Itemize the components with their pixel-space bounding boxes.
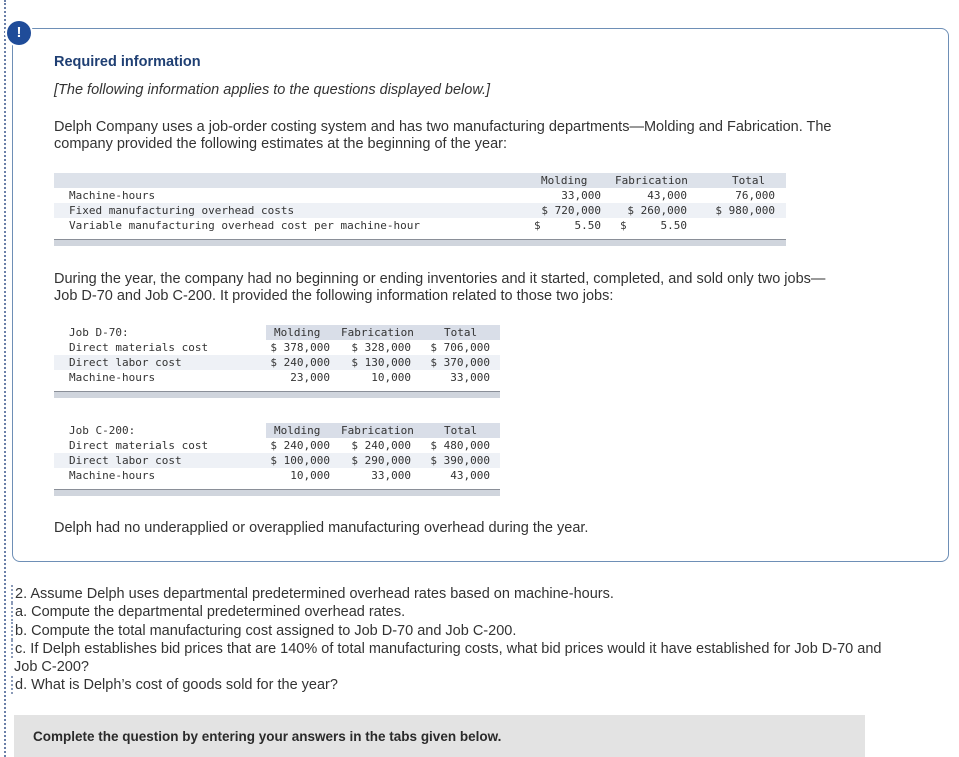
cell-fabrication: 33,000 [371, 469, 411, 482]
cell-molding: 5.50 [574, 219, 601, 232]
row-label: Direct materials cost [69, 341, 209, 354]
row-label: Direct labor cost [69, 356, 182, 369]
intro-line-2: company provided the following estimates at the beginning of the year: [54, 136, 507, 152]
cell-total: $ 480,000 [430, 439, 490, 452]
cell-molding: $ 378,000 [270, 341, 330, 354]
cell-molding: 10,000 [290, 469, 330, 482]
cell-fabrication: 10,000 [371, 371, 411, 384]
job-d70-bottom-bar [54, 391, 500, 398]
cell-molding-symbol: $ [534, 219, 541, 232]
question-b: b. Compute the total manufacturing cost assigned to Job D-70 and Job C-200. [11, 622, 516, 640]
cell-fabrication: $ 130,000 [351, 356, 411, 369]
header-fabrication: Fabrication [341, 424, 414, 437]
cell-fabrication: 5.50 [660, 219, 687, 232]
question-2: 2. Assume Delph uses departmental predetermined overhead rates based on machine-hours. [11, 585, 614, 603]
header-molding: Molding [274, 326, 321, 339]
estimates-header-row [54, 173, 786, 188]
job-c200-table [54, 423, 500, 498]
row-label: Machine-hours [69, 371, 156, 384]
row-label: Direct materials cost [69, 439, 209, 452]
header-fabrication: Fabrication [341, 326, 414, 339]
intro-paragraph [54, 119, 832, 153]
cell-total: 33,000 [450, 371, 490, 384]
row-label: Variable manufacturing overhead cost per machine-hour [69, 219, 420, 232]
cell-molding: 23,000 [290, 371, 330, 384]
cell-molding: 33,000 [561, 189, 601, 202]
during-year-paragraph [54, 271, 825, 305]
job-d70-title: Job D-70: [69, 326, 129, 339]
cell-total: 43,000 [450, 469, 490, 482]
cell-fabrication: $ 260,000 [627, 204, 687, 217]
question-c-line-2: Job C-200? [14, 659, 89, 675]
required-info-title: Required information [54, 54, 201, 70]
overhead-note: Delph had no underapplied or overapplied manufacturing overhead during the year. [54, 520, 589, 536]
cell-total: $ 370,000 [430, 356, 490, 369]
row-label: Machine-hours [69, 189, 156, 202]
question-a: a. Compute the departmental predetermined overhead rates. [11, 603, 405, 621]
row-label: Direct labor cost [69, 454, 182, 467]
cell-total: $ 390,000 [430, 454, 490, 467]
cell-total: 76,000 [735, 189, 775, 202]
intro-line-1: Delph Company uses a job-order costing system and has two manufacturing departments—Molding and Fabrication. The [54, 119, 832, 135]
header-molding: Molding [541, 174, 588, 187]
cell-molding: $ 240,000 [270, 439, 330, 452]
job-d70-row-labor [54, 355, 500, 370]
estimates-table [54, 173, 786, 248]
question-d: d. What is Delph’s cost of goods sold for the year? [11, 676, 338, 694]
job-c200-bottom-bar [54, 489, 500, 496]
job-c200-row-materials [54, 438, 500, 453]
instruction-text: Complete the question by entering your answers in the tabs given below. [33, 729, 502, 744]
header-total: Total [444, 326, 478, 339]
estimates-row-fixed-overhead [54, 203, 786, 218]
job-c200-title: Job C-200: [69, 424, 136, 437]
estimates-row-machine-hours [54, 188, 786, 203]
header-total: Total [444, 424, 478, 437]
cell-fabrication: $ 328,000 [351, 341, 411, 354]
job-d70-header-row [54, 325, 500, 340]
row-label: Machine-hours [69, 469, 156, 482]
job-c200-header-row [54, 423, 500, 438]
job-c200-row-labor [54, 453, 500, 468]
cell-molding: $ 100,000 [270, 454, 330, 467]
row-label: Fixed manufacturing overhead costs [69, 204, 295, 217]
cell-molding: $ 720,000 [541, 204, 601, 217]
job-c200-row-machine-hours [54, 468, 500, 483]
during-year-line-1: During the year, the company had no beginning or ending inventories and it started, completed, and sold only two jobs— [54, 271, 826, 287]
job-d70-row-materials [54, 340, 500, 355]
cell-fabrication: 43,000 [647, 189, 687, 202]
required-info-note: [The following information applies to the questions displayed below.] [54, 82, 491, 98]
estimates-row-variable-overhead [54, 218, 786, 233]
estimates-bottom-bar [54, 239, 786, 246]
job-d70-table [54, 325, 500, 400]
cell-total: $ 980,000 [715, 204, 775, 217]
cell-fabrication-symbol: $ [620, 219, 627, 232]
cell-fabrication: $ 290,000 [351, 454, 411, 467]
job-d70-row-machine-hours [54, 370, 500, 385]
cell-fabrication: $ 240,000 [351, 439, 411, 452]
header-fabrication: Fabrication [615, 174, 688, 187]
during-year-line-2: Job D-70 and Job C-200. It provided the following information related to those two jobs: [54, 288, 614, 304]
question-c-line-1: c. If Delph establishes bid prices that are 140% of total manufacturing costs, what bid prices would it have established for Job D-70 and [11, 640, 881, 658]
header-total: Total [732, 174, 766, 187]
header-molding: Molding [274, 424, 321, 437]
left-dotted-rule [4, 0, 6, 757]
alert-icon: ! [7, 21, 31, 45]
cell-molding: $ 240,000 [270, 356, 330, 369]
cell-total: $ 706,000 [430, 341, 490, 354]
